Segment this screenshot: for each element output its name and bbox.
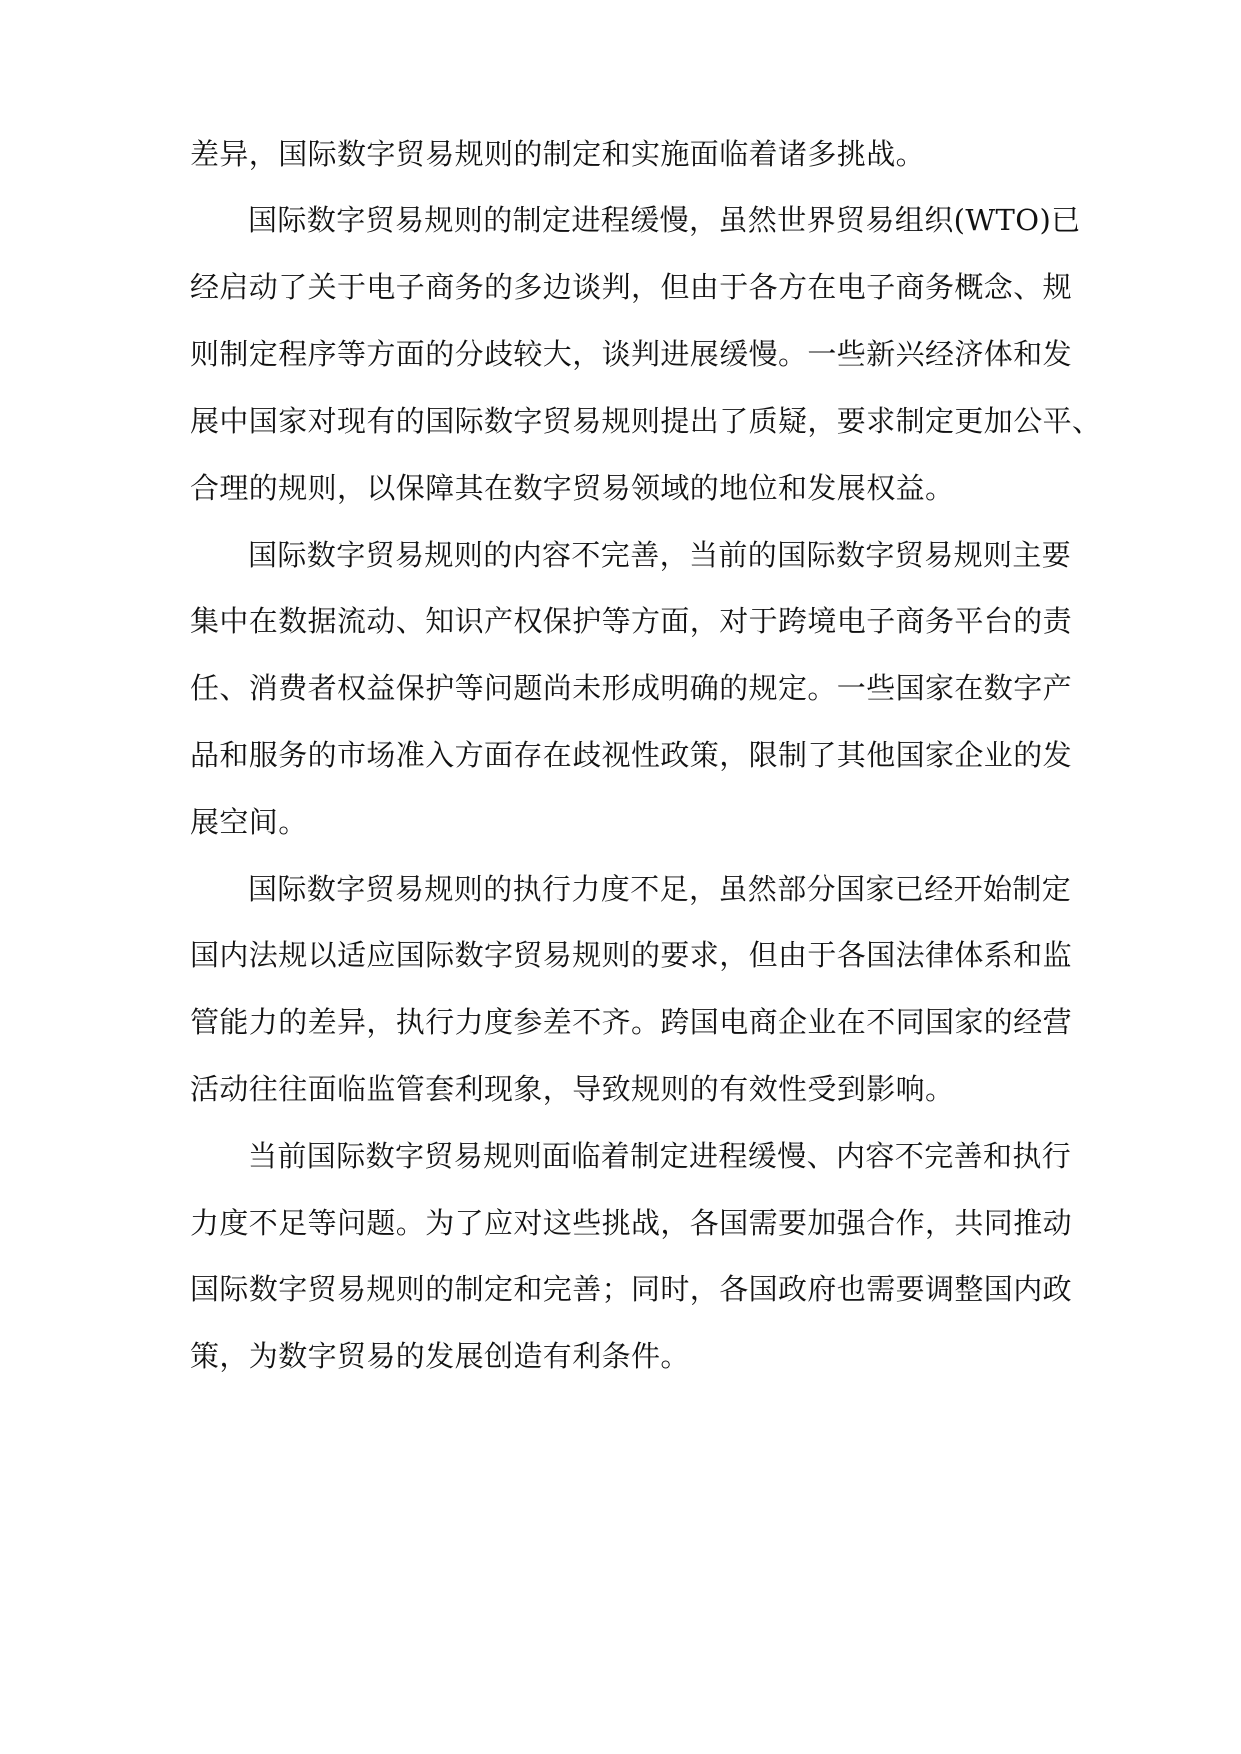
text-line: 策，为数字贸易的发展创造有利条件。 (190, 1339, 690, 1373)
text-line: 国内法规以适应国际数字贸易规则的要求，但由于各国法律体系和监 (190, 938, 1073, 972)
paragraph-first-line: 国际数字贸易规则的制定进程缓慢，虽然世界贸易组织(WTO)已 (248, 203, 1081, 237)
text-line: 活动往往面临监管套利现象，导致规则的有效性受到影响。 (190, 1072, 955, 1106)
text-line: 力度不足等问题。为了应对这些挑战，各国需要加强合作，共同推动 (190, 1206, 1073, 1240)
text-line: 则制定程序等方面的分歧较大，谈判进展缓慢。一些新兴经济体和发 (190, 337, 1073, 371)
paragraph-first-line: 国际数字贸易规则的执行力度不足，虽然部分国家已经开始制定 (248, 872, 1072, 906)
paragraph-first-line: 当前国际数字贸易规则面临着制定进程缓慢、内容不完善和执行 (248, 1139, 1072, 1173)
text-line: 展中国家对现有的国际数字贸易规则提出了质疑，要求制定更加公平、 (190, 404, 1102, 438)
text-line: 集中在数据流动、知识产权保护等方面，对于跨境电子商务平台的责 (190, 604, 1073, 638)
text-line: 任、消费者权益保护等问题尚未形成明确的规定。一些国家在数字产 (190, 671, 1073, 705)
paragraph-first-line: 国际数字贸易规则的内容不完善，当前的国际数字贸易规则主要 (248, 538, 1072, 572)
text-line: 展空间。 (190, 805, 308, 839)
text-line: 品和服务的市场准入方面存在歧视性政策，限制了其他国家企业的发 (190, 738, 1073, 772)
text-line: 合理的规则，以保障其在数字贸易领域的地位和发展权益。 (190, 471, 955, 505)
text-line: 管能力的差异，执行力度参差不齐。跨国电商企业在不同国家的经营 (190, 1005, 1073, 1039)
text-line: 差异，国际数字贸易规则的制定和实施面临着诸多挑战。 (190, 137, 926, 171)
text-line: 经启动了关于电子商务的多边谈判，但由于各方在电子商务概念、规 (190, 270, 1073, 304)
text-line: 国际数字贸易规则的制定和完善；同时，各国政府也需要调整国内政 (190, 1272, 1073, 1306)
